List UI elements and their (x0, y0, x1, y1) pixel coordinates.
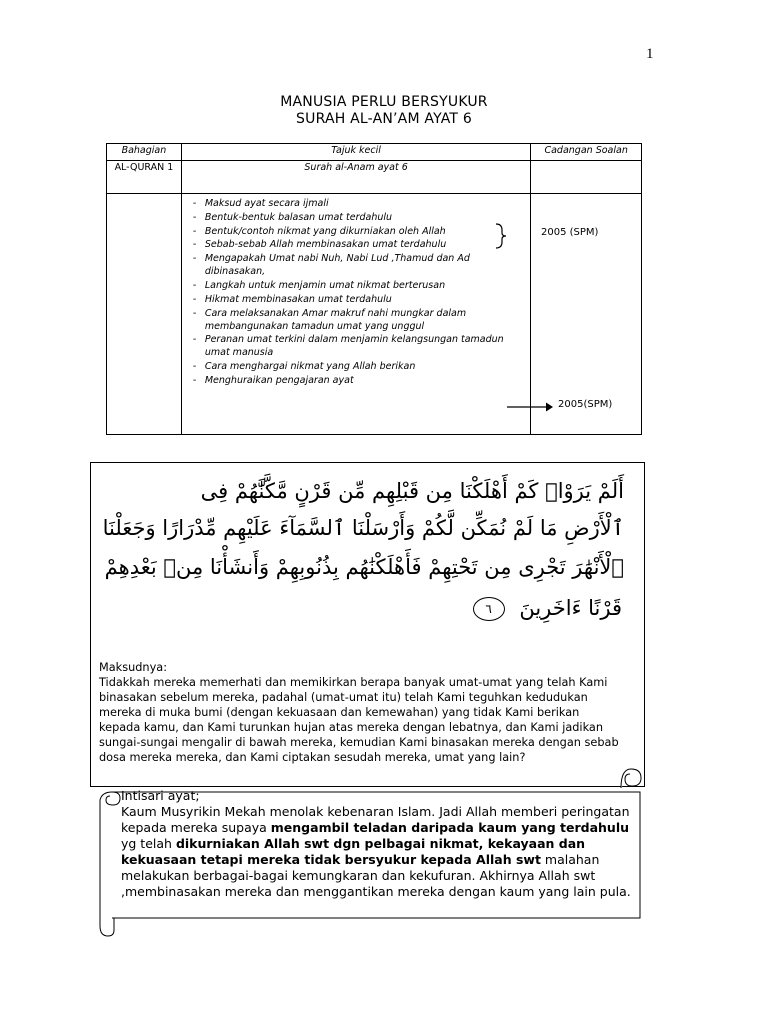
cadangan-soalan-1: 2005 (SPM) (541, 227, 599, 238)
list-item: - Cara menghargai nikmat yang Allah berikan (193, 360, 527, 373)
arabic-line-2: ٱلْأَرْضِ مَا لَمْ نُمَكِّن لَّكُمْ وَأَرْسَلْنَا ٱلسَّمَآءَ عَلَيْهِم مِّدْرَارًا وَجَعَلْنَا (102, 516, 624, 540)
bahagian-cell: AL-QURAN 1 (107, 161, 182, 194)
syllabus-table (106, 143, 642, 435)
page-title: MANUSIA PERLU BERSYUKUR (280, 94, 488, 110)
header-cadangan-soalan: Cadangan Soalan (531, 144, 642, 161)
arabic-line-4 (473, 596, 622, 621)
intisari-bold-1: mengambil teladan daripada kaum yang terdahulu (270, 820, 630, 835)
cadangan-soalan-2: 2005(SPM) (558, 399, 613, 410)
list-item: - Bentuk-bentuk balasan umat terdahulu (193, 211, 527, 224)
intisari-box (93, 786, 643, 918)
arabic-line-1: أَلَمْ يَرَوْا۟ كَمْ أَهْلَكْنَا مِن قَبْلِهِم مِّن قَرْنٍ مَّكَّنَّٰهُمْ فِى (200, 479, 624, 503)
list-item: - Mengapakah Umat nabi Nuh, Nabi Lud ,Thamud dan Ad dibinasakan, (193, 252, 527, 278)
list-item: - Langkah untuk menjamin umat nikmat berterusan (193, 279, 527, 292)
list-item: - Sebab-sebab Allah membinasakan umat terdahulu (193, 238, 527, 251)
arabic-line-4-text: قَرْنًا ءَاخَرِينَ (519, 596, 622, 620)
arrow-right-icon (506, 401, 554, 413)
list-item: - Cara melaksanakan Amar makruf nahi mungkar dalam membangunakan tamadun umat yang unggul (193, 307, 527, 333)
header-tajuk-kecil: Tajuk kecil (181, 144, 530, 161)
intisari-label: Intisari ayat; (121, 788, 200, 803)
intisari-part-3: malahan melakukan berbagai-bagai kemungkaran dan kekufuran. Akhirnya Allah swt ,membinasakan mereka dan menggantikan mereka dengan kaum yang lain pula. (121, 852, 631, 899)
translation-block (99, 660, 619, 765)
list-item: - Maksud ayat secara ijmali (193, 197, 527, 210)
translation-text: Tidakkah mereka memerhati dan memikirkan berapa banyak umat-umat yang telah Kami binasakan sebelum mereka, padahal (umat-umat itu) telah Kami teguhkan kedudukan mereka di muka bumi (dengan kekuasaan dan kemewahan) yang tidak Kami berikan kepada kamu, dan Kami turunkan hujan atas mereka dengan lebatnya, dan Kami jadikan sungai-sungai mengalir di bawah mereka, kemudian Kami binasakan mereka dengan sebab dosa mereka mereka, dan Kami ciptakan sesudah mereka, umat yang lain? (99, 676, 619, 764)
list-item: - Bentuk/contoh nikmat yang dikurniakan oleh Allah (193, 225, 527, 238)
topics-cell (181, 194, 530, 435)
quran-verse-box (90, 462, 645, 787)
intisari-part-2: yg telah (121, 836, 176, 851)
page-number: 1 (646, 46, 654, 62)
arabic-line-3: ٱلْأَنْهَٰرَ تَجْرِى مِن تَحْتِهِمْ فَأَهْلَكْنَٰهُم بِذُنُوبِهِمْ وَأَنشَأْنَا مِنۢ بَعْدِهِمْ (104, 555, 624, 579)
header-bahagian: Bahagian (107, 144, 182, 161)
bahagian-empty-cell (107, 194, 182, 435)
tajuk-cell: Surah al-Anam ayat 6 (181, 161, 530, 194)
ayah-number-marker: ٦ (473, 597, 505, 621)
brace-icon (494, 222, 508, 250)
intisari-paragraph (121, 804, 631, 900)
translation-label: Maksudnya: (99, 661, 168, 674)
list-item: - Menghuraikan pengajaran ayat (193, 374, 527, 387)
page-subtitle: SURAH AL-AN’AM AYAT 6 (296, 111, 472, 127)
list-item: - Peranan umat terkini dalam menjamin kelangsungan tamadun umat manusia (193, 333, 527, 359)
cadangan-empty-cell (531, 161, 642, 194)
topic-list (193, 197, 527, 387)
list-item: - Hikmat membinasakan umat terdahulu (193, 293, 527, 306)
intisari-text (121, 788, 631, 900)
intisari-part-1: Kaum Musyrikin Mekah menolak kebenaran Islam. Jadi Allah memberi peringatan kepada mereka supaya (121, 804, 630, 835)
intisari-bold-2: dikurniakan Allah swt dgn pelbagai nikmat, kekayaan dan kekuasaan tetapi mereka tidak bersyukur kepada Allah swt (121, 836, 586, 867)
